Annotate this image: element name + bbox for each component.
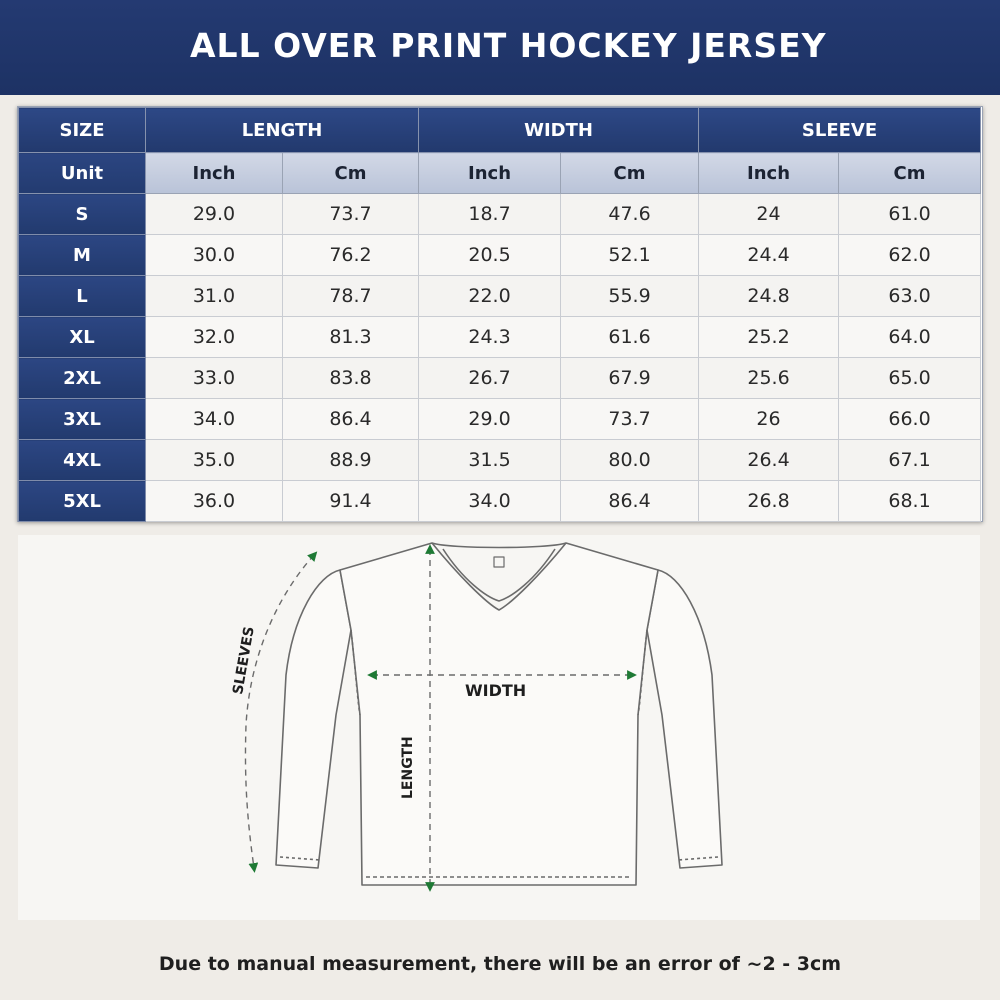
group-header-row xyxy=(19,108,981,153)
title-banner xyxy=(0,0,1000,95)
table-row xyxy=(19,235,981,276)
table-cell: 31.5 xyxy=(419,440,561,481)
table-cell: 32.0 xyxy=(146,317,283,358)
width-label: WIDTH xyxy=(465,681,527,700)
unit-header-row xyxy=(19,153,981,194)
table-cell: 29.0 xyxy=(146,194,283,235)
length-label: LENGTH xyxy=(400,736,416,799)
table-cell: 86.4 xyxy=(283,399,419,440)
table-row xyxy=(19,481,981,522)
table-cell: 24.8 xyxy=(699,276,839,317)
table-row xyxy=(19,276,981,317)
table-cell: 66.0 xyxy=(839,399,981,440)
table-row xyxy=(19,399,981,440)
jersey-diagram xyxy=(18,535,980,920)
table-cell: 55.9 xyxy=(561,276,699,317)
unit-cell: Inch xyxy=(146,153,283,194)
table-cell: 26.7 xyxy=(419,358,561,399)
table-cell: 31.0 xyxy=(146,276,283,317)
table-row xyxy=(19,317,981,358)
table-cell: 36.0 xyxy=(146,481,283,522)
table-row xyxy=(19,194,981,235)
table-cell: 73.7 xyxy=(561,399,699,440)
table-cell: 52.1 xyxy=(561,235,699,276)
table-cell: 35.0 xyxy=(146,440,283,481)
unit-cell: Cm xyxy=(839,153,981,194)
table-cell: 25.6 xyxy=(699,358,839,399)
size-table xyxy=(18,107,981,522)
unit-cell: Cm xyxy=(561,153,699,194)
table-cell: 78.7 xyxy=(283,276,419,317)
table-cell: 29.0 xyxy=(419,399,561,440)
table-cell: 88.9 xyxy=(283,440,419,481)
jersey-outline xyxy=(276,543,722,885)
table-cell: 68.1 xyxy=(839,481,981,522)
table-cell: 22.0 xyxy=(419,276,561,317)
footer-note: Due to manual measurement, there will be an error of ~2 - 3cm xyxy=(158,953,842,975)
page-title: ALL OVER PRINT HOCKEY JERSEY xyxy=(190,26,827,65)
table-cell: 63.0 xyxy=(839,276,981,317)
table-cell: 30.0 xyxy=(146,235,283,276)
table-cell: 91.4 xyxy=(283,481,419,522)
table-cell: 34.0 xyxy=(146,399,283,440)
sleeves-label: SLEEVES xyxy=(230,625,258,696)
unit-cell: Inch xyxy=(699,153,839,194)
size-label: XL xyxy=(19,317,146,358)
table-cell: 33.0 xyxy=(146,358,283,399)
size-label: 5XL xyxy=(19,481,146,522)
table-cell: 20.5 xyxy=(419,235,561,276)
unit-cell: Cm xyxy=(283,153,419,194)
table-row xyxy=(19,440,981,481)
table-cell: 61.0 xyxy=(839,194,981,235)
table-cell: 76.2 xyxy=(283,235,419,276)
table-cell: 26.8 xyxy=(699,481,839,522)
table-cell: 24.3 xyxy=(419,317,561,358)
table-cell: 34.0 xyxy=(419,481,561,522)
unit-header: Unit xyxy=(19,153,146,194)
table-cell: 67.1 xyxy=(839,440,981,481)
table-cell: 26.4 xyxy=(699,440,839,481)
table-cell: 86.4 xyxy=(561,481,699,522)
size-label: 3XL xyxy=(19,399,146,440)
table-cell: 24.4 xyxy=(699,235,839,276)
table-cell: 67.9 xyxy=(561,358,699,399)
size-rows xyxy=(19,194,981,522)
table-cell: 61.6 xyxy=(561,317,699,358)
table-cell: 73.7 xyxy=(283,194,419,235)
unit-cell: Inch xyxy=(419,153,561,194)
table-cell: 81.3 xyxy=(283,317,419,358)
size-label: S xyxy=(19,194,146,235)
table-row xyxy=(19,358,981,399)
table-cell: 65.0 xyxy=(839,358,981,399)
table-cell: 47.6 xyxy=(561,194,699,235)
table-cell: 64.0 xyxy=(839,317,981,358)
table-cell: 25.2 xyxy=(699,317,839,358)
table-cell: 24 xyxy=(699,194,839,235)
table-cell: 62.0 xyxy=(839,235,981,276)
table-cell: 80.0 xyxy=(561,440,699,481)
width-header: WIDTH xyxy=(419,108,699,153)
size-label: 4XL xyxy=(19,440,146,481)
table-cell: 26 xyxy=(699,399,839,440)
table-cell: 18.7 xyxy=(419,194,561,235)
size-header: SIZE xyxy=(19,108,146,153)
size-label: L xyxy=(19,276,146,317)
jersey-illustration xyxy=(18,535,980,920)
size-chart-table xyxy=(17,106,983,522)
size-label: M xyxy=(19,235,146,276)
table-cell: 83.8 xyxy=(283,358,419,399)
length-header: LENGTH xyxy=(146,108,419,153)
sleeve-header: SLEEVE xyxy=(699,108,981,153)
size-label: 2XL xyxy=(19,358,146,399)
